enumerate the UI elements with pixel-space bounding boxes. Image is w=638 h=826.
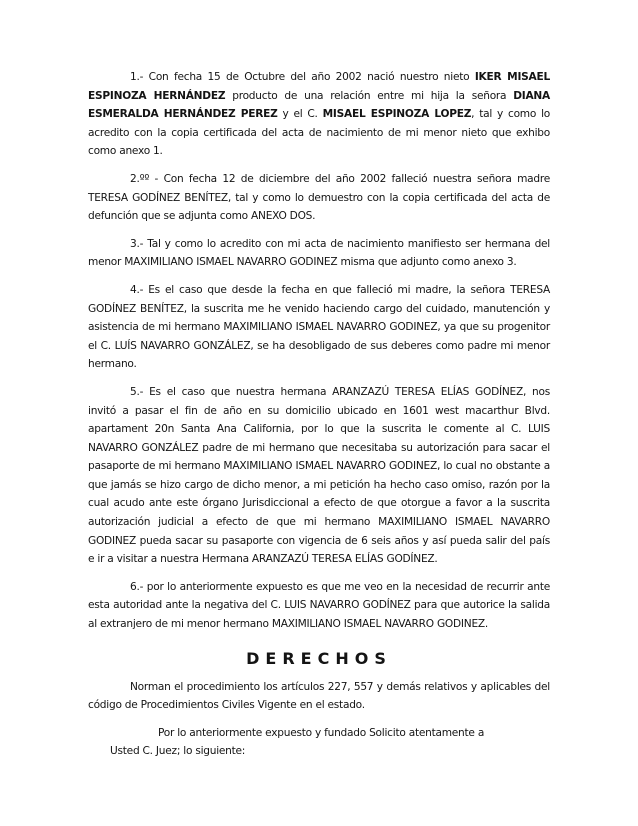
closing-request [88,724,550,761]
document-page [88,68,550,761]
paragraph-1-text-b: producto de una relación entre mi hija la señora [225,89,514,102]
paragraph-7: Norman el procedimiento los artículos 227, 557 y demás relativos y aplicables del código de Procedimientos Civiles Vigente en el estado. [88,680,550,712]
section-heading: DERECHOS [246,648,392,668]
paragraph-1 [88,68,550,161]
paragraph-1-text-a: 1.- Con fecha 15 de Octubre del año 2002 nació nuestro nieto [130,71,475,83]
paragraph-6: 6.- por lo anteriormente expuesto es que me veo en la necesidad de recurrir ante esta autoridad ante la negativa del C. LUIS NAVARRO GODÍNEZ para que autorice la salida al extranjero de mi menor hermano MAXIMILIANO ISMAEL NAVARRO GODINEZ. [88,580,550,631]
paragraph-4: 4.- Es el caso que desde la fecha en que falleció mi madre, la señora TERESA GODÍNEZ BENÍTEZ, la suscrita me he venido haciendo cargo del cuidado, manutención y asistencia de mi hermano MAXIMILIANO ISMAEL NAVARRO GODINEZ, ya que su progenitor el C. LUÍS NAVARRO GONZÁLEZ, se ha desobligado de sus deberes como padre mi menor hermano. [88,283,550,371]
paragraph-3: 3.- Tal y como lo acredito con mi acta de nacimiento manifiesto ser hermana del menor MAXIMILIANO ISMAEL NAVARRO GODINEZ misma que adjunto como anexo 3. [88,237,550,269]
paragraph-1-bold-b: DIANA ESMERALDA HERNÁNDEZ PEREZ [88,89,550,121]
closing-line-2: Usted C. Juez; lo siguiente: [110,745,246,758]
closing-line-1: Por lo anteriormente expuesto y fundado Solicito atentamente a [158,726,485,739]
paragraph-5: 5.- Es el caso que nuestra hermana ARANZAZÚ TERESA ELÍAS GODÍNEZ, nos invitó a pasar el fin de año en su domicilio ubicado en 1601 west macarthur Blvd. apartament 20n Santa Ana California, por lo que la suscrita le comente al C. LUIS NAVARRO GONZÁLEZ padre de mi hermano que necesitaba su autorización para sacar el pasaporte de mi hermano MAXIMILIANO ISMAEL NAVARRO GODINEZ, lo cual no obstante a que jamás se hizo cargo de dicho menor, a mi petición ha hecho caso omiso, razón por la cual acudo ante este órgano Jurisdiccional a efecto de que otorgue a favor a la suscrita autorización judicial a efecto de que mi hermano MAXIMILIANO ISMAEL NAVARRO GODINEZ pueda sacar su pasaporte con vigencia de 6 seis años y así pueda salir del país e ir a visitar a nuestra Hermana ARANZAZÚ TERESA ELÍAS GODÍNEZ. [88,385,550,566]
paragraph-1-text-d: , tal y como lo acredito con la copia certificada del acta de nacimiento de mi menor nieto que exhibo como anexo 1. [88,108,550,158]
paragraph-1-text-c: y el C. [277,108,323,121]
paragraph-1-bold-a: IKER MISAEL ESPINOZA HERNÁNDEZ [88,71,550,102]
paragraph-1-bold-c: MISAEL ESPINOZA LOPEZ [322,108,472,121]
paragraph-2: 2.ºº - Con fecha 12 de diciembre del año 2002 falleció nuestra señora madre TERESA GODÍNEZ BENÍTEZ, tal y como lo demuestro con la copia certificada del acta de defunción que se adjunta como ANEXO DOS. [88,172,550,223]
